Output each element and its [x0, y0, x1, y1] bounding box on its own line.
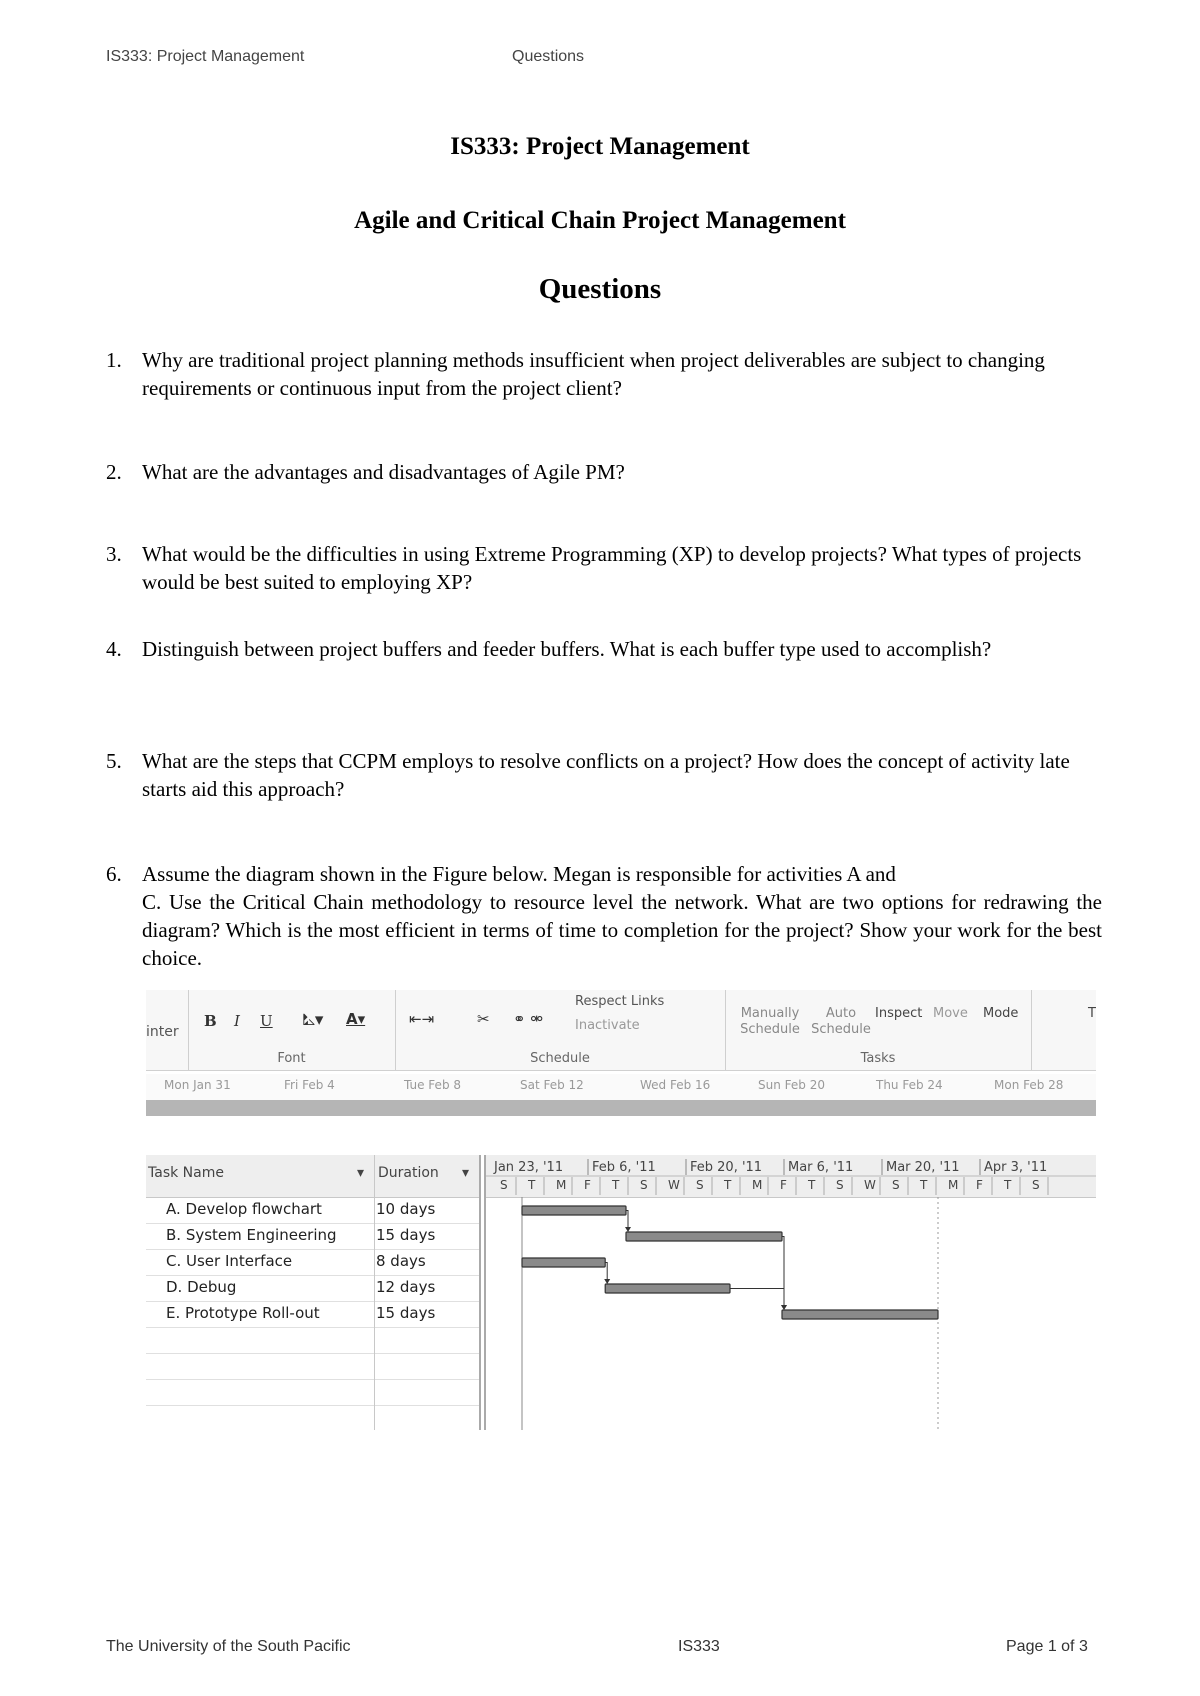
link-icon[interactable]: ⚭ ⚮ [513, 1010, 543, 1028]
table-row[interactable] [146, 1379, 479, 1406]
gantt-day-label: S [500, 1178, 508, 1192]
duration-header[interactable]: Duration ▾ [374, 1155, 479, 1198]
table-row[interactable] [146, 1249, 479, 1276]
gantt-chart [486, 1155, 1096, 1430]
gantt-bar [522, 1258, 605, 1267]
gantt-month-label: Mar 20, '11 [886, 1160, 960, 1175]
gantt-day-label: S [1032, 1178, 1040, 1192]
question-2 [106, 458, 1102, 486]
task-name-cell: C. User Interface [166, 1252, 293, 1270]
gantt-bar [522, 1206, 626, 1215]
timeline-bar [146, 1100, 1096, 1116]
question-text-line1: Assume the diagram shown in the Figure below. Megan is responsible for activities A and [142, 862, 896, 886]
question-text: Why are traditional project planning methods insufficient when project deliverables are subject to changing requirements or continuous input from the project client? [142, 348, 1045, 400]
footer-right: Page 1 of 3 [1006, 1638, 1088, 1655]
gantt-month-label: Apr 3, '11 [984, 1160, 1048, 1175]
question-text-rest: C. Use the Critical Chain methodology to resource level the network. What are two options for redrawing the diagram? Which is the most efficient in terms of time to completion for the project? Show your work for the best choice. [142, 890, 1102, 970]
question-number: 5. [106, 749, 122, 773]
footer-center: IS333 [678, 1638, 720, 1655]
question-6 [106, 860, 1102, 972]
gantt-day-label: F [780, 1178, 787, 1192]
task-duration-cell: 12 days [376, 1278, 436, 1296]
timeline-date: Mon Feb 28 [994, 1078, 1064, 1092]
project-screenshot [146, 990, 1096, 1430]
gantt-day-label: T [808, 1178, 816, 1192]
sort-arrow-icon[interactable]: ▾ [461, 1165, 469, 1181]
task-name-cell: A. Develop flowchart [166, 1200, 322, 1218]
gantt-table [146, 1155, 1096, 1430]
bold-button[interactable]: B [204, 1012, 217, 1030]
question-5 [106, 747, 1102, 803]
underline-button[interactable]: U [260, 1012, 273, 1030]
task-name-cell: D. Debug [166, 1278, 237, 1296]
header-center: Questions [512, 48, 585, 65]
table-row[interactable] [146, 1405, 479, 1430]
gantt-day-label: T [1004, 1178, 1012, 1192]
gantt-bar [605, 1284, 730, 1293]
dependency-arrowhead [781, 1305, 787, 1310]
table-row[interactable] [146, 1353, 479, 1380]
gantt-bar [626, 1232, 782, 1241]
fill-color-icon[interactable]: ⛡▾ [302, 1010, 324, 1030]
inspect-button[interactable]: Inspect [875, 1006, 923, 1021]
task-duration-cell: 15 days [376, 1226, 436, 1244]
gantt-day-label: T [724, 1178, 732, 1192]
painter-label[interactable]: inter [146, 1024, 179, 1040]
question-number: 4. [106, 637, 122, 661]
table-row[interactable] [146, 1327, 479, 1354]
timeline-date: Wed Feb 16 [640, 1078, 711, 1092]
gantt-month-label: Feb 20, '11 [690, 1160, 763, 1175]
table-row[interactable] [146, 1223, 479, 1250]
question-number: 6. [106, 862, 122, 886]
manually-schedule-button[interactable]: Manually Schedule [740, 1006, 800, 1037]
schedule-group-label: Schedule [530, 1051, 590, 1066]
gantt-day-label: W [668, 1178, 680, 1192]
font-group-label: Font [277, 1051, 306, 1066]
gantt-day-label: S [892, 1178, 900, 1192]
timeline-date: Tue Feb 8 [404, 1078, 462, 1092]
question-text: Distinguish between project buffers and feeder buffers. What is each buffer type used to accomplish? [142, 637, 992, 661]
timeline-date: Sun Feb 20 [758, 1078, 825, 1092]
respect-links-button[interactable]: Respect Links [575, 994, 665, 1009]
dependency-arrowhead [625, 1227, 631, 1232]
tasks-group [725, 990, 1032, 1070]
question-text: What would be the difficulties in using Extreme Programming (XP) to develop projects? What types of projects would be best suited to employing XP? [142, 542, 1082, 594]
gantt-day-label: S [836, 1178, 844, 1192]
timeline-date: Mon Jan 31 [164, 1078, 231, 1092]
question-number: 2. [106, 460, 122, 484]
inactivate-button[interactable]: Inactivate [575, 1018, 640, 1033]
gantt-day-label: S [696, 1178, 704, 1192]
tasks-group-label: Tasks [860, 1051, 896, 1066]
footer-left: The University of the South Pacific [106, 1638, 351, 1655]
course-title: IS333: Project Management [450, 133, 750, 160]
italic-button[interactable]: I [234, 1012, 240, 1030]
split-icon[interactable]: ✂ [477, 1010, 490, 1028]
header-left: IS333: Project Management [106, 48, 305, 65]
task-name-cell: B. System Engineering [166, 1226, 337, 1244]
dependency-arrow [730, 1289, 784, 1310]
gantt-day-label: M [556, 1178, 567, 1192]
timeline-date: Sat Feb 12 [520, 1078, 584, 1092]
gantt-day-label: S [640, 1178, 648, 1192]
gantt-day-label: T [528, 1178, 536, 1192]
gantt-month-label: Feb 6, '11 [592, 1160, 656, 1175]
question-text: What are the steps that CCPM employs to resolve conflicts on a project? How does the concept of activity late starts aid this approach? [142, 749, 1070, 801]
question-number: 3. [106, 542, 122, 566]
task-name-header[interactable]: Task Name ▾ [146, 1155, 374, 1198]
mode-button[interactable]: Mode [983, 1006, 1019, 1021]
gantt-day-label: M [948, 1178, 959, 1192]
question-text: What are the advantages and disadvantages of Agile PM? [142, 460, 625, 484]
gantt-bar [782, 1310, 938, 1319]
gantt-day-label: F [584, 1178, 591, 1192]
table-row[interactable] [146, 1301, 479, 1328]
task-name-cell: E. Prototype Roll-out [166, 1304, 320, 1322]
auto-schedule-button[interactable]: Auto Schedule [811, 1006, 871, 1037]
section-title: Questions [538, 273, 662, 305]
dependency-arrowhead [604, 1279, 610, 1284]
task-duration-cell: 10 days [376, 1200, 436, 1218]
question-3 [106, 540, 1102, 596]
task-duration-cell: 8 days [376, 1252, 426, 1270]
gantt-day-label: F [976, 1178, 983, 1192]
question-1 [106, 346, 1102, 402]
schedule-group [395, 990, 726, 1070]
task-duration-cell: 15 days [376, 1304, 436, 1322]
ribbon [146, 990, 1096, 1071]
timeline-date: Fri Feb 4 [284, 1078, 335, 1092]
font-color-icon[interactable]: A▾ [346, 1010, 366, 1028]
gantt-day-label: T [612, 1178, 620, 1192]
sort-arrow-icon[interactable]: ▾ [356, 1165, 364, 1181]
gantt-month-label: Jan 23, '11 [494, 1160, 564, 1175]
timeline-date: Thu Feb 24 [876, 1078, 943, 1092]
question-number: 1. [106, 348, 122, 372]
ribbon-t-label: T [1088, 1006, 1096, 1021]
table-row[interactable] [146, 1197, 479, 1224]
topic-title: Agile and Critical Chain Project Management [354, 207, 846, 234]
outdent-icon[interactable]: ⇤⇥ [409, 1010, 435, 1028]
gantt-day-label: M [752, 1178, 763, 1192]
gantt-day-label: W [864, 1178, 876, 1192]
table-row[interactable] [146, 1275, 479, 1302]
gantt-day-label: T [920, 1178, 928, 1192]
question-4 [106, 635, 1102, 663]
gantt-month-label: Mar 6, '11 [788, 1160, 854, 1175]
font-group [188, 990, 396, 1070]
move-button[interactable]: Move [933, 1006, 968, 1021]
